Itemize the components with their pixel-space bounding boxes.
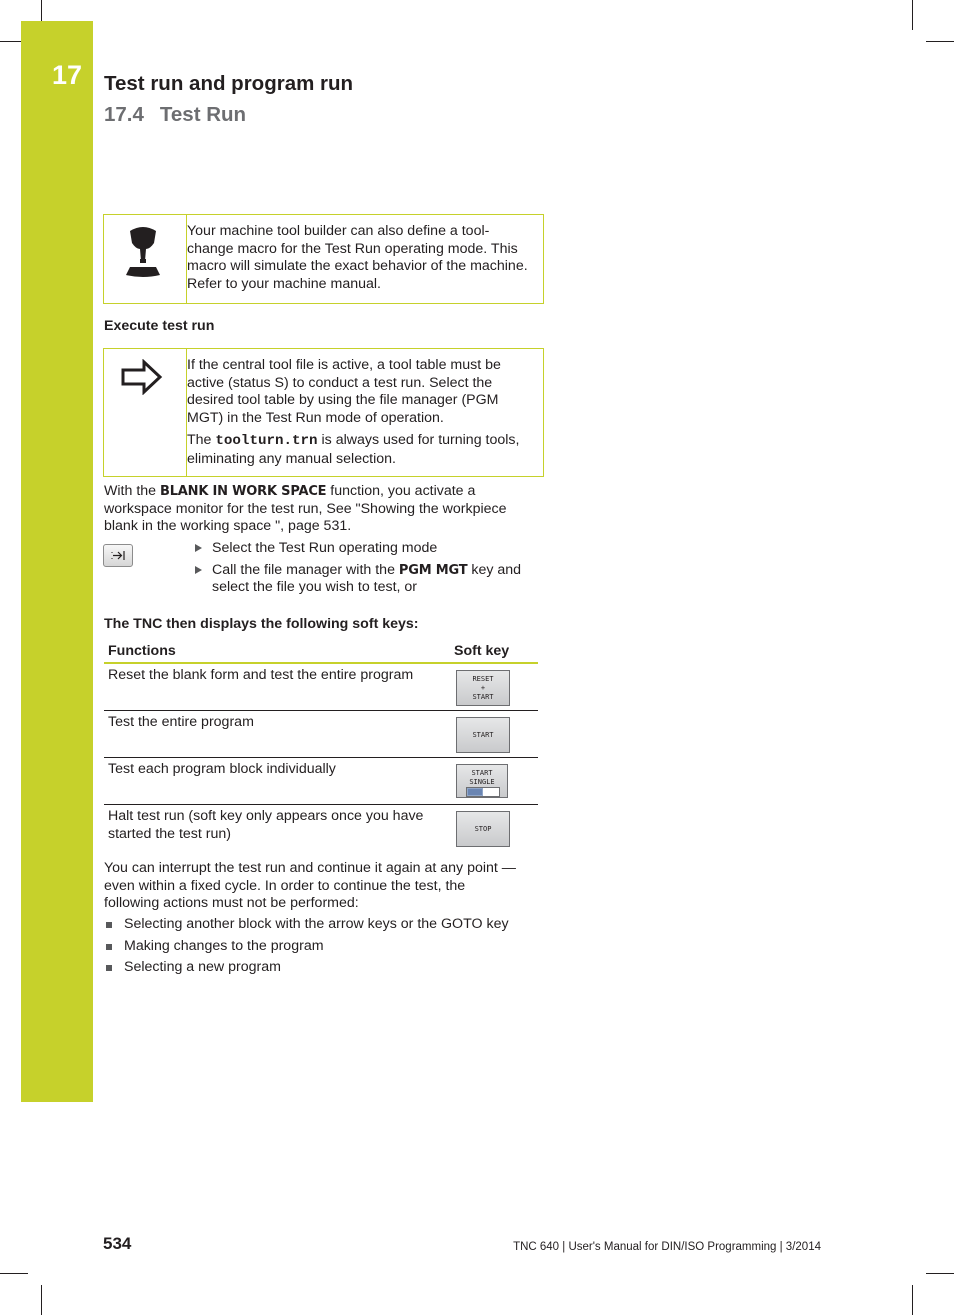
column-header-softkey: Soft key [450,640,538,663]
list-item: Selecting a new program [104,959,544,977]
intro-paragraph: With the BLANK IN WORK SPACE function, you activate a workspace monitor for the test run, See "Showing the workpiece blank in the working space ", page 531. [104,483,507,535]
chapter-sidebar [21,21,93,1102]
chapter-number: 17 [52,60,83,90]
start-softkey[interactable]: START [456,717,510,753]
important-note-p2: The toolturn.trn is always used for turning tools, eliminating any manual selection. [187,432,520,467]
section-heading [104,103,246,127]
machine-note-box [103,214,544,304]
reset-start-softkey[interactable]: RESET + START [456,670,510,706]
crop-mark [0,1273,28,1274]
start-single-softkey[interactable]: START SINGLE [456,764,508,798]
table-row [104,758,538,805]
crop-mark [0,41,22,42]
function-cell: Halt test run (soft key only appears once you have started the test run) [108,808,424,842]
function-cell: Test the entire program [104,711,450,758]
pgm-mgt-key: PGM MGT [398,562,468,578]
function-cell: Test each program block individually [104,758,450,805]
step-list [192,540,537,601]
arrow-right-icon [120,359,164,395]
test-run-mode-key-icon [103,544,133,567]
machine-note-text: Your machine tool builder can also define a tool-change macro for the Test Run operating mode. This macro will simulate the exact behavior of the machine. Refer to your machine manual. [187,223,528,292]
function-cell: Reset the blank form and test the entire program [104,663,450,711]
footer-text: TNC 640 | User's Manual for DIN/ISO Programming | 3/2014 [513,1241,821,1253]
crop-mark [926,1273,954,1274]
table-row [104,663,538,711]
page-number: 534 [103,1234,132,1253]
softkeys-heading: The TNC then displays the following soft keys: [104,616,419,632]
softkey-table [104,640,538,851]
step-item: Call the file manager with the PGM MGT key and select the file you wish to test, or [192,562,537,597]
blank-in-work-space-keyword: BLANK IN WORK SPACE [159,484,327,499]
interrupt-paragraph: You can interrupt the test run and continue it again at any point —even within a fixed cycle. In order to continue the test, the following actions must not be performed: [104,860,516,912]
crop-mark [41,0,42,22]
toolturn-code: toolturn.trn [215,433,318,450]
crop-mark [912,0,913,30]
bullet-list [104,916,544,981]
machine-tool-icon [122,225,164,281]
chapter-title: Test run and program run [104,72,354,95]
table-row [104,805,538,852]
crop-mark [41,1285,42,1315]
crop-mark [912,1285,913,1315]
crop-mark [926,41,954,42]
list-item: Selecting another block with the arrow keys or the GOTO key [104,916,544,934]
important-note-p1: If the central tool file is active, a tool table must be active (status S) to conduct a test run. Select the desired tool table by using the file manager (PGM MGT) in the Test Run mode of operation. [187,357,501,426]
section-title: Test Run [159,103,247,126]
table-row [104,711,538,758]
important-note-box [103,348,544,477]
section-number: 17.4 [104,103,144,126]
step-item: Select the Test Run operating mode [192,540,537,558]
stop-softkey[interactable]: STOP [456,811,510,847]
single-block-icon [466,787,500,797]
list-item: Making changes to the program [104,938,544,956]
column-header-functions: Functions [104,640,450,663]
execute-heading: Execute test run [104,318,215,334]
